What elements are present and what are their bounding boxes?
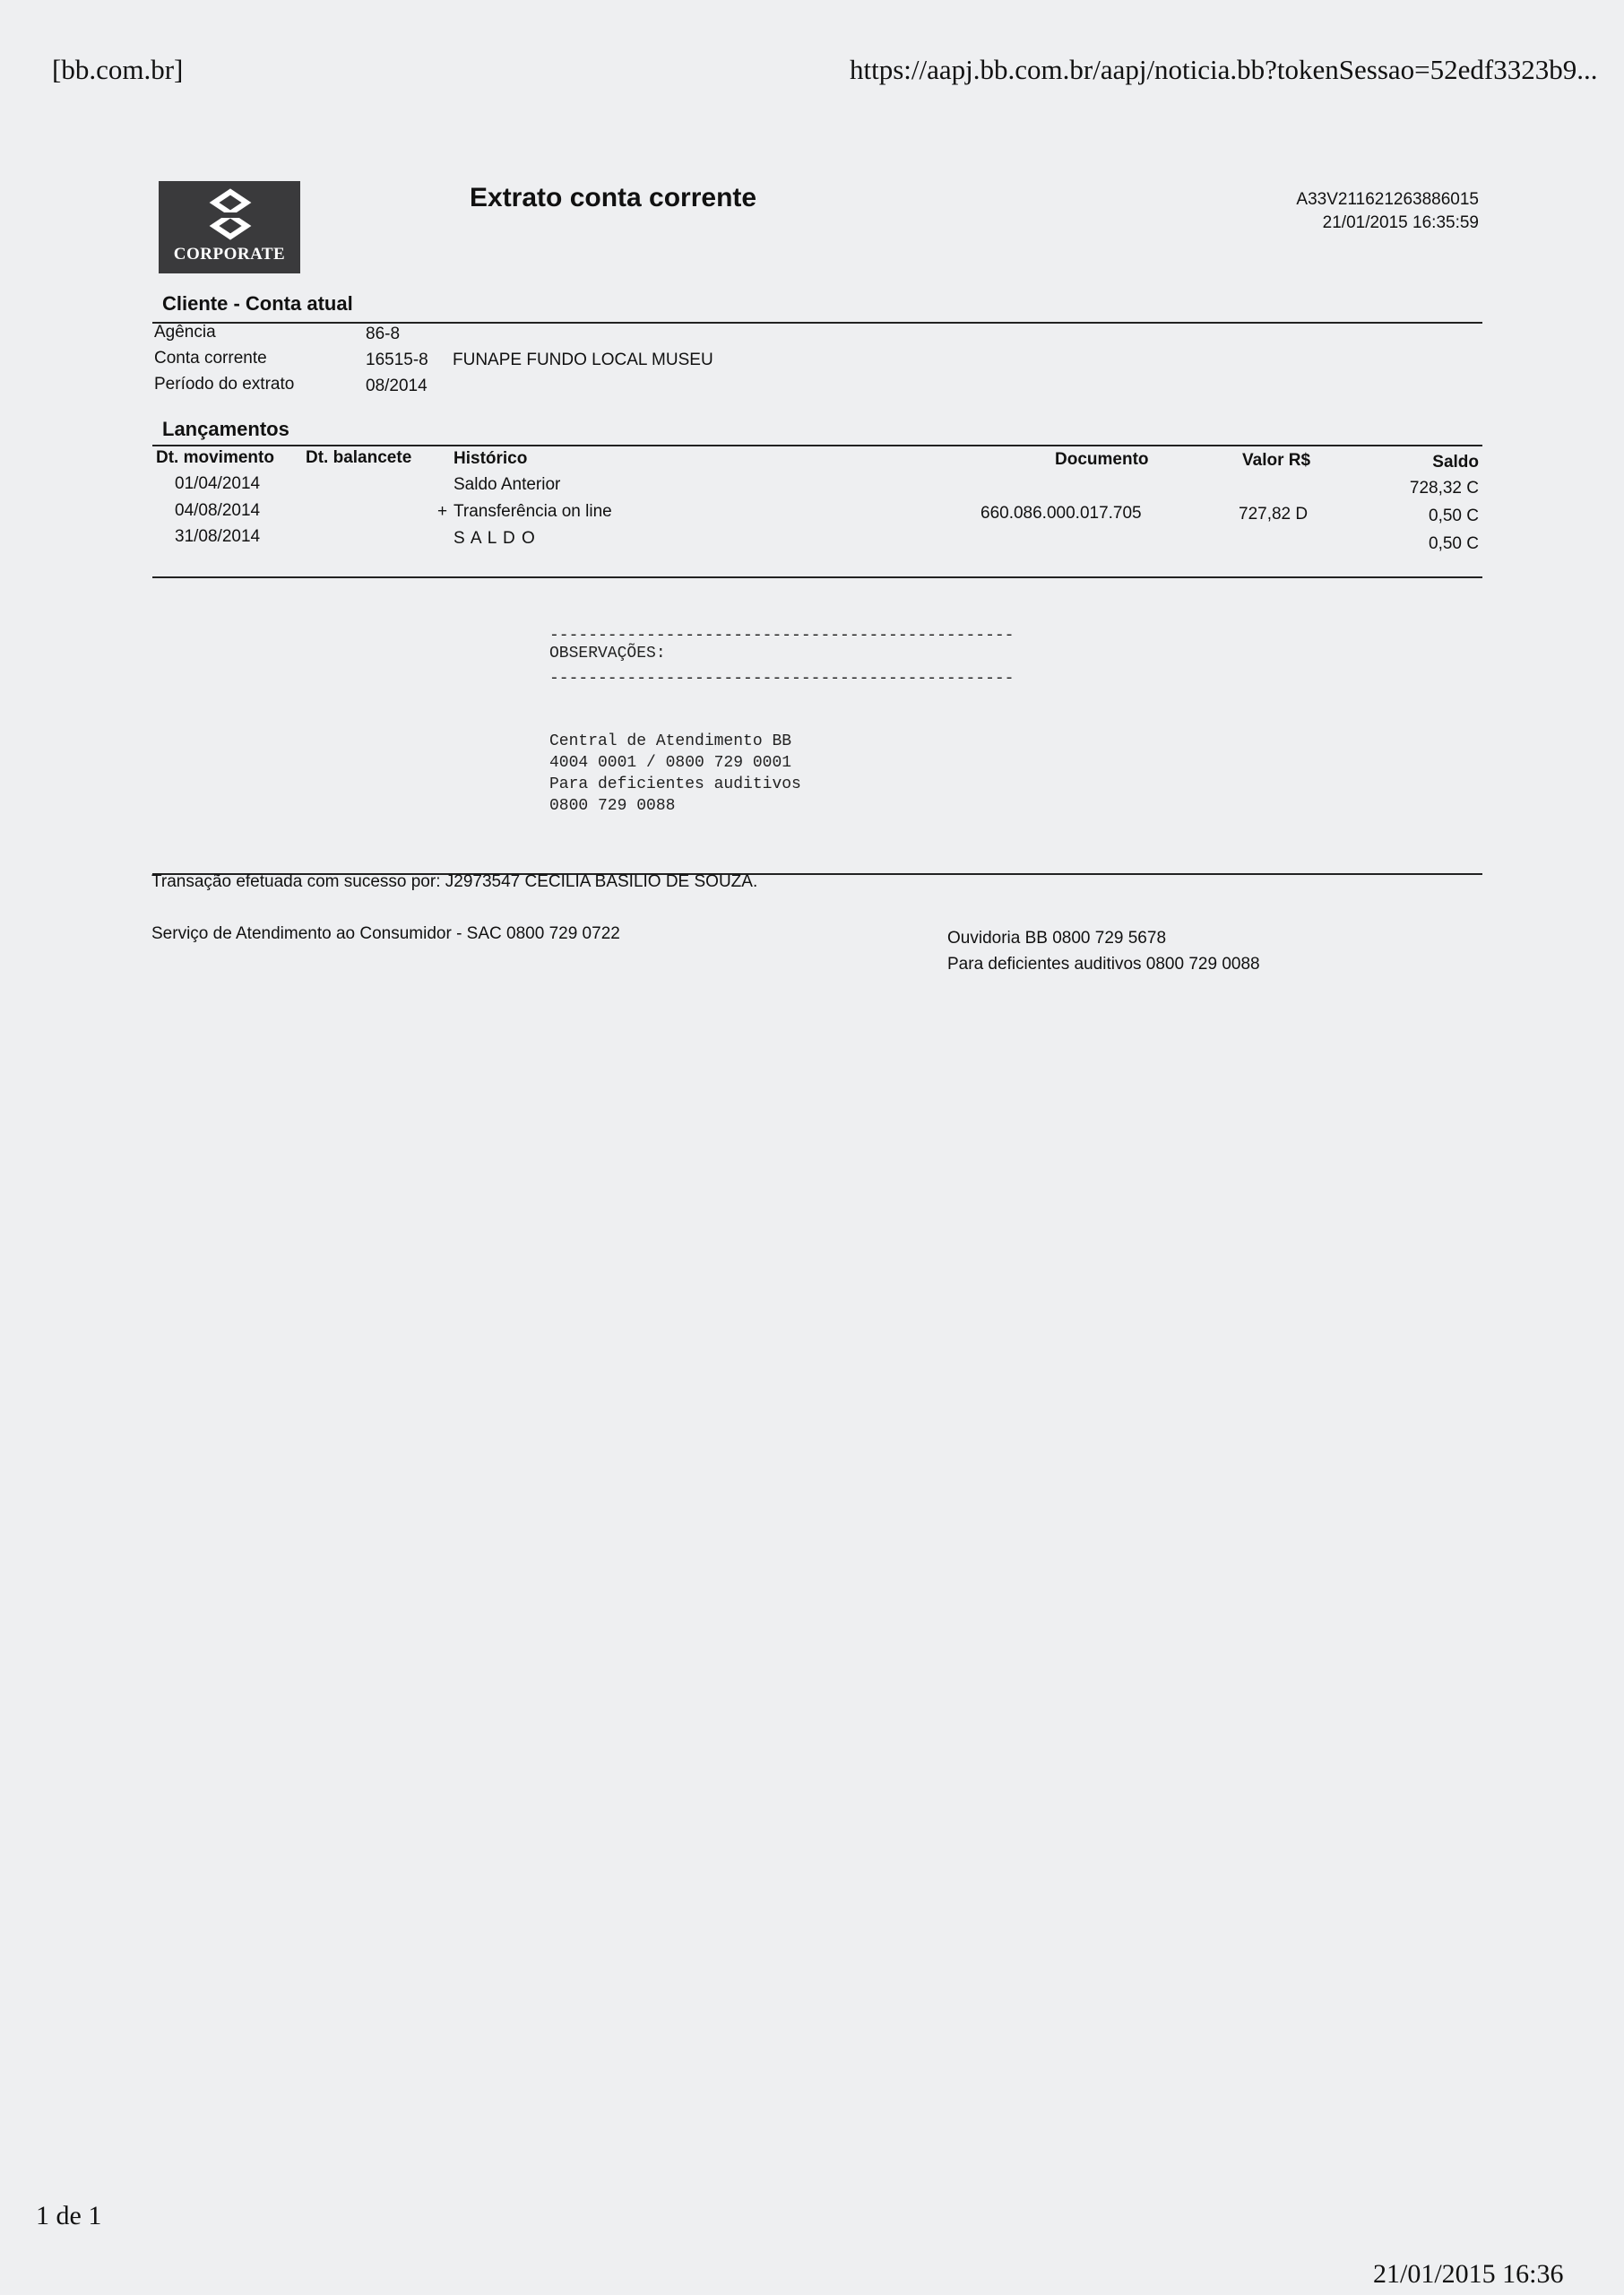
conta-name: FUNAPE FUNDO LOCAL MUSEU — [453, 351, 713, 369]
transaction-info: Transação efetuada com sucesso por: J2973547 CECILIA BASILIO DE SOUZA. — [151, 872, 758, 891]
header-dt-movimento: Dt. movimento — [156, 448, 274, 467]
print-datetime: 21/01/2015 16:36 — [1373, 2259, 1564, 2289]
row-1-saldo: 728,32 C — [1409, 479, 1479, 498]
header-historico: Histórico — [454, 449, 528, 468]
row-2-saldo: 0,50 C — [1429, 507, 1479, 525]
sac-info: Serviço de Atendimento ao Consumidor - SAC 0800 729 0722 — [151, 924, 620, 943]
deficientes-info: Para deficientes auditivos 0800 729 0088 — [947, 955, 1260, 974]
document-code: A33V211621263886015 — [1296, 190, 1479, 209]
entries-section-title: Lançamentos — [162, 418, 289, 440]
corporate-logo — [159, 181, 300, 273]
contact-line-4: 0800 729 0088 — [549, 797, 676, 815]
conta-value: 16515-8 — [366, 351, 428, 369]
row-1-historico: Saldo Anterior — [454, 475, 561, 494]
obs-label: OBSERVAÇÕES: — [549, 645, 666, 663]
document-datetime: 21/01/2015 16:35:59 — [1322, 213, 1479, 232]
print-page-number: 1 de 1 — [36, 2201, 102, 2230]
logo-text: CORPORATE — [173, 245, 286, 264]
client-divider — [152, 322, 1482, 324]
header-valor: Valor R$ — [1242, 451, 1311, 470]
contact-line-1: Central de Atendimento BB — [549, 732, 792, 750]
row-3-saldo: 0,50 C — [1429, 534, 1479, 553]
entries-bottom-divider — [152, 576, 1482, 578]
agencia-value: 86-8 — [366, 325, 401, 343]
row-2-historico: Transferência on line — [454, 502, 612, 521]
row-3-dt-movimento: 31/08/2014 — [175, 527, 261, 546]
client-section-title: Cliente - Conta atual — [162, 292, 353, 315]
ouvidoria-info: Ouvidoria BB 0800 729 5678 — [947, 929, 1167, 948]
banco-do-brasil-logo-icon — [203, 188, 257, 242]
header-documento: Documento — [1055, 450, 1149, 469]
conta-label: Conta corrente — [154, 349, 267, 368]
print-header-url: https://aapj.bb.com.br/aapj/noticia.bb?tokenSessao=52edf3323b9... — [850, 54, 1598, 85]
print-header-site: [bb.com.br] — [52, 54, 184, 85]
periodo-value: 08/2014 — [366, 377, 428, 395]
contact-line-3: Para deficientes auditivos — [549, 775, 801, 793]
contact-line-2: 4004 0001 / 0800 729 0001 — [549, 754, 792, 772]
document-title: Extrato conta corrente — [470, 183, 757, 212]
obs-dashes-top: ------------------------------------------------ — [549, 627, 1015, 645]
agencia-label: Agência — [154, 323, 216, 342]
entries-divider — [152, 445, 1482, 446]
row-1-dt-movimento: 01/04/2014 — [175, 474, 261, 493]
obs-dashes-bottom: ------------------------------------------------ — [549, 670, 1015, 688]
header-dt-balancete: Dt. balancete — [306, 448, 412, 467]
row-3-historico: S A L D O — [454, 529, 536, 548]
row-2-valor: 727,82 D — [1239, 505, 1309, 524]
periodo-label: Período do extrato — [154, 375, 295, 394]
row-2-sign: + — [437, 502, 448, 521]
row-2-documento: 660.086.000.017.705 — [980, 504, 1142, 523]
header-saldo: Saldo — [1432, 453, 1479, 472]
row-2-dt-movimento: 04/08/2014 — [175, 501, 261, 520]
